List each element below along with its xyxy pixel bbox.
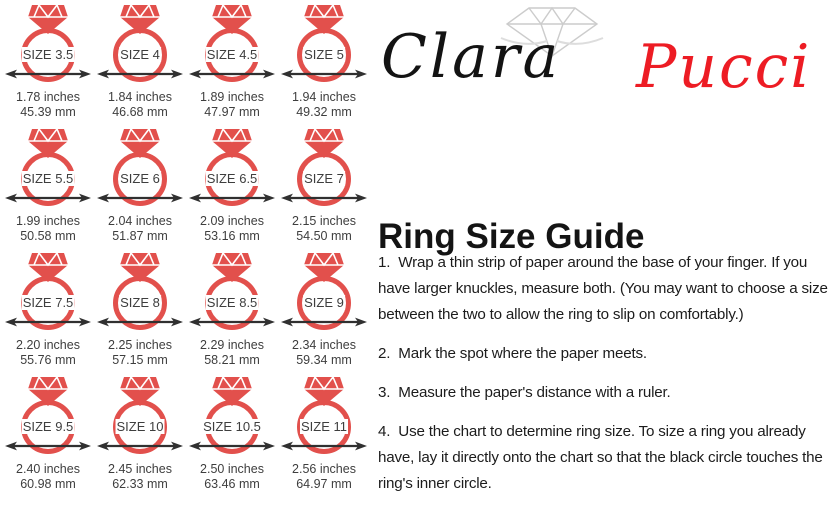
diamond-ring-icon — [186, 4, 278, 86]
page-title: Ring Size Guide — [378, 217, 645, 257]
ring-size-label: SIZE 4.5 — [206, 47, 258, 62]
ring-measurements — [278, 338, 370, 367]
ring-size-cell — [278, 4, 370, 128]
ring-measurements — [94, 214, 186, 243]
brand-name-second: Pucci — [636, 32, 812, 102]
ring-size-cell — [278, 128, 370, 252]
ring-measurements — [94, 338, 186, 367]
ring-inches: 2.34 inches — [292, 338, 356, 352]
ring-mm: 53.16 mm — [204, 228, 260, 243]
diamond-ring-icon — [2, 128, 94, 210]
ring-inches: 1.84 inches — [108, 90, 172, 104]
ring-size-label: SIZE 6 — [120, 171, 160, 186]
ring-measurements — [2, 338, 94, 367]
ring-size-cell — [186, 376, 278, 500]
diamond-ring-icon — [2, 252, 94, 334]
ring-measurements — [94, 462, 186, 491]
ring-size-cell — [278, 376, 370, 500]
ring-inches: 2.04 inches — [108, 214, 172, 228]
ring-inches: 2.15 inches — [292, 214, 356, 228]
ring-size-cell — [186, 252, 278, 376]
diamond-ring-icon — [94, 4, 186, 86]
ring-inches: 2.09 inches — [200, 214, 264, 228]
diamond-ring-icon — [278, 376, 370, 458]
ring-size-cell — [186, 4, 278, 128]
ring-measurements — [94, 90, 186, 119]
ring-inches: 2.45 inches — [108, 462, 172, 476]
diamond-ring-icon — [278, 4, 370, 86]
ring-mm: 64.97 mm — [296, 476, 352, 491]
diamond-ring-icon — [186, 128, 278, 210]
ring-inches: 2.40 inches — [16, 462, 80, 476]
ring-measurements — [186, 462, 278, 491]
ring-size-cell — [186, 128, 278, 252]
ring-size-label: SIZE 7.5 — [22, 295, 74, 310]
instruction-step-2: 2. Mark the spot where the paper meets. — [378, 345, 647, 362]
ring-size-label: SIZE 11 — [300, 419, 348, 434]
ring-size-label: SIZE 9.5 — [22, 419, 74, 434]
ring-measurements — [2, 214, 94, 243]
ring-size-cell — [2, 128, 94, 252]
ring-size-label: SIZE 9 — [304, 295, 344, 310]
ring-size-cell — [94, 376, 186, 500]
ring-size-cell — [94, 252, 186, 376]
ring-size-cell — [2, 376, 94, 500]
ring-size-label: SIZE 6.5 — [206, 171, 258, 186]
ring-measurements — [278, 214, 370, 243]
ring-size-cell — [94, 128, 186, 252]
ring-mm: 63.46 mm — [204, 476, 260, 491]
ring-size-label: SIZE 4 — [120, 47, 160, 62]
ring-size-label: SIZE 7 — [304, 171, 344, 186]
ring-inches: 1.99 inches — [16, 214, 80, 228]
diamond-ring-icon — [2, 376, 94, 458]
ring-size-label: SIZE 8 — [120, 295, 160, 310]
brand-name-first: Clara — [381, 22, 562, 92]
ring-measurements — [2, 462, 94, 491]
ring-mm: 62.33 mm — [112, 476, 168, 491]
ring-size-label: SIZE 10 — [116, 419, 164, 434]
ring-size-cell — [278, 252, 370, 376]
diamond-ring-icon — [186, 252, 278, 334]
ring-mm: 50.58 mm — [20, 228, 76, 243]
ring-measurements — [186, 338, 278, 367]
ring-mm: 58.21 mm — [204, 352, 260, 367]
instruction-step-3: 3. Measure the paper's distance with a ruler. — [378, 384, 671, 401]
ring-measurements — [2, 90, 94, 119]
ring-inches: 2.25 inches — [108, 338, 172, 352]
ring-inches: 1.78 inches — [16, 90, 80, 104]
ring-size-cell — [94, 4, 186, 128]
ring-mm: 55.76 mm — [20, 352, 76, 367]
ring-measurements — [278, 90, 370, 119]
ring-mm: 51.87 mm — [112, 228, 168, 243]
diamond-ring-icon — [94, 376, 186, 458]
ring-mm: 45.39 mm — [20, 104, 76, 119]
ring-size-label: SIZE 5 — [304, 47, 344, 62]
diamond-ring-icon — [186, 376, 278, 458]
ring-mm: 59.34 mm — [296, 352, 352, 367]
ring-inches: 2.29 inches — [200, 338, 264, 352]
diamond-ring-icon — [278, 128, 370, 210]
ring-size-chart — [2, 4, 370, 500]
diamond-ring-icon — [94, 128, 186, 210]
ring-inches: 2.20 inches — [16, 338, 80, 352]
ring-mm: 49.32 mm — [296, 104, 352, 119]
ring-size-label: SIZE 10.5 — [203, 419, 261, 434]
instruction-step-4: 4. Use the chart to determine ring size. To size a ring you already have, lay it directly onto the chart so that the black circle touches the ring's inner circle. — [378, 423, 827, 492]
ring-measurements — [186, 90, 278, 119]
diamond-ring-icon — [2, 4, 94, 86]
ring-size-label: SIZE 5.5 — [22, 171, 74, 186]
ring-inches: 1.94 inches — [292, 90, 356, 104]
ring-size-cell — [2, 4, 94, 128]
diamond-ring-icon — [94, 252, 186, 334]
ring-size-label: SIZE 8.5 — [206, 295, 258, 310]
ring-mm: 54.50 mm — [296, 228, 352, 243]
ring-measurements — [186, 214, 278, 243]
ring-measurements — [278, 462, 370, 491]
ring-inches: 1.89 inches — [200, 90, 264, 104]
ring-mm: 60.98 mm — [20, 476, 76, 491]
ring-mm: 47.97 mm — [204, 104, 260, 119]
ring-mm: 46.68 mm — [112, 104, 168, 119]
instructions-list — [378, 250, 839, 510]
diamond-ring-icon — [278, 252, 370, 334]
instruction-step-1: 1. Wrap a thin strip of paper around the base of your finger. If you have larger knuckles, measure both. (You may want to choose a size between the two to allow the ring to slip on comfortably.) — [378, 254, 832, 323]
ring-mm: 57.15 mm — [112, 352, 168, 367]
ring-size-label: SIZE 3.5 — [22, 47, 74, 62]
ring-inches: 2.50 inches — [200, 462, 264, 476]
ring-inches: 2.56 inches — [292, 462, 356, 476]
ring-size-cell — [2, 252, 94, 376]
